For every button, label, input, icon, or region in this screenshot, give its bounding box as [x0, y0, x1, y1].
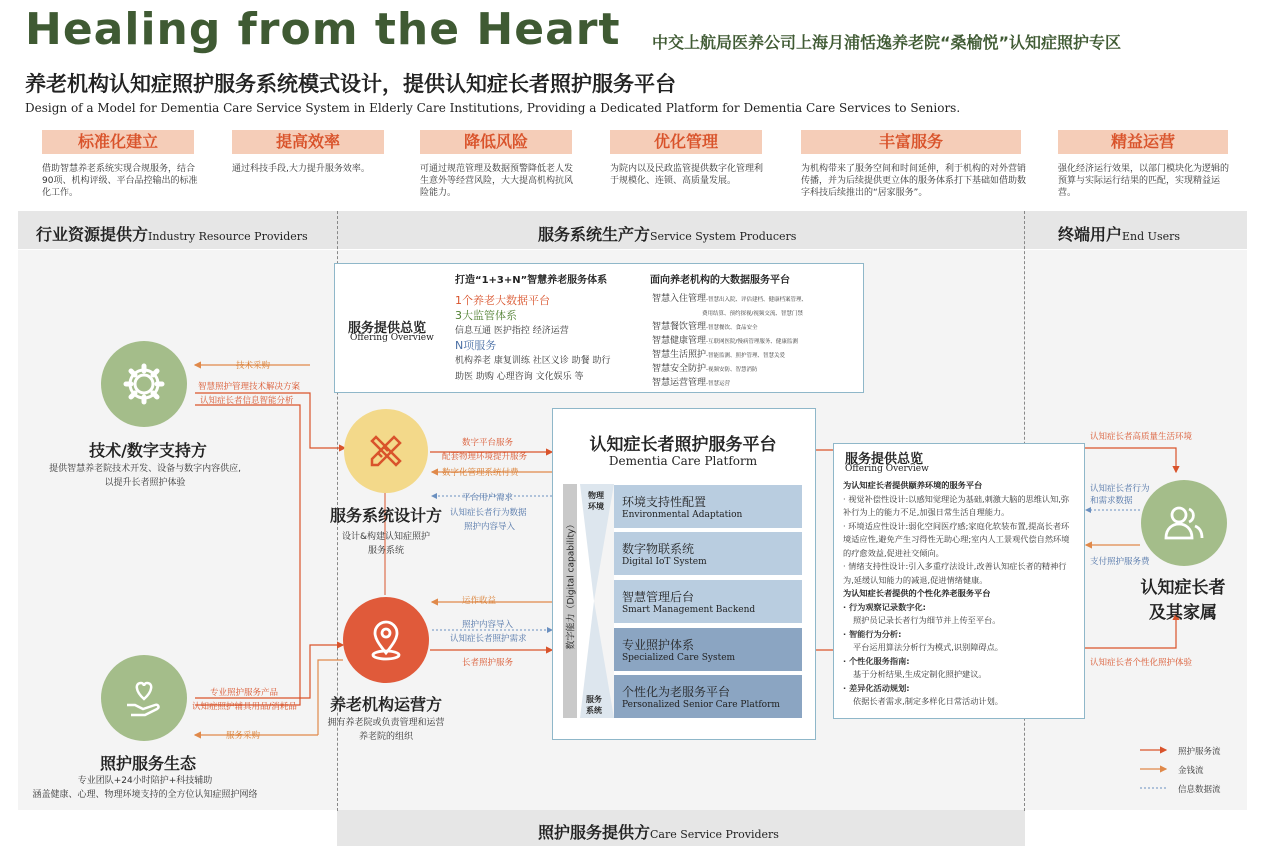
overview-col1-l2: 3大监管体系 [455, 309, 517, 322]
overview-col2-list: 智慧入住管理-智慧出入院、评估建档、健康档案管理、 费用结算、预约探视/视频交流、智慧门禁 智慧餐饮管理-智慧餐饮、食品安全 智慧健康管理-互联网医院/慢病管理服务、健康监测 智慧生活照护-智能监测、照护管理、智慧关爱 智慧安全防护-视频安防、智慧消防 智慧运营管理-智慧运营 [652, 294, 808, 388]
feature-desc-6: 强化经济运行效果，以部门模块化为逻辑的预算与实际运行结果的匹配，实现精益运营。 [1058, 164, 1230, 198]
flow-label: 服务采购 [226, 731, 261, 741]
overview-col1-l4: N项服务 [455, 339, 497, 352]
band-label-bottom: 照护服务提供方Care Service Providers [538, 823, 779, 842]
designer-title: 服务系统设计方 [329, 506, 442, 525]
flow-label: 运作收益 [462, 596, 497, 606]
overview-col1-l6: 助医 助购 心理咨询 文化娱乐 等 [455, 372, 584, 382]
platform-layer-iot: 数字物联系统 Digital IoT System [614, 532, 802, 575]
heading-cn: 养老机构认知症照护服务系统模式设计，提供认知症长者照护服务平台 [25, 72, 676, 96]
legend-care-flow: 照护服务流 [1178, 747, 1221, 757]
legend-money-flow: 金钱流 [1178, 766, 1204, 776]
overview-top-label-en: Offering Overview [350, 333, 434, 343]
platform-layer-env: 环境支持性配置 Environmental Adaptation [614, 485, 802, 528]
platform-layer-care: 专业照护体系 Specialized Care System [614, 628, 802, 671]
feature-pill-5: 丰富服务 [801, 130, 1021, 154]
overview-col1-title: 打造“1+3+N”智慧养老服务体系 [455, 275, 608, 286]
legend-data-flow: 信息数据流 [1178, 785, 1221, 795]
gear-icon [101, 341, 187, 427]
flow-label: 认知症长者照护需求 [450, 634, 527, 644]
heading-en: Design of a Model for Dementia Care Service System in Elderly Care Institutions, Providing a Dedicated Platform for Dementia Care Services to Seniors. [25, 101, 961, 115]
overview-right-label: 服务提供总览 [845, 452, 924, 467]
layer-wedge [580, 484, 614, 718]
flow-label: 认知症长者行为数据 [450, 508, 527, 518]
flow-label: 技术采购 [236, 361, 271, 371]
flow-label: 智慧照护管理技术解决方案 [198, 382, 301, 392]
flow-label: 和需求数据 [1090, 496, 1133, 506]
flow-label: 认知症长者行为 [1090, 484, 1150, 494]
overview-top-label: 服务提供总览 [348, 321, 427, 336]
operator-desc: 拥有养老院或负责管理和运营 养老院的组织 [327, 718, 445, 742]
physical-env-label: 物理环境 [588, 491, 604, 511]
feature-desc-5: 为机构带来了服务空间和时间延伸，利于机构的对外营销传播，并为后续提供更立体的服务体系打下基础如借助数字科技后续推出的“居家服务”。 [801, 164, 1027, 198]
feature-pill-2: 提高效率 [232, 130, 384, 154]
feature-pill-1: 标准化建立 [42, 130, 194, 154]
digital-capability-label: 数字能力（Digital capability） [566, 519, 577, 650]
tech-provider-desc: 提供智慧养老院技术开发、设备与数字内容供应, 以提升长者照护体验 [49, 464, 241, 488]
care-ecosystem-title: 照护服务生态 [99, 754, 196, 773]
band-label-center: 服务系统生产方Service System Producers [538, 225, 797, 244]
feature-desc-4: 为院内以及民政监管提供数字化管理利于规模化、连锁、高质量发展。 [610, 164, 764, 186]
project-subtitle: 中交上航局医养公司上海月浦恬逸养老院“桑榆悦”认知症照护专区 [652, 33, 1122, 52]
overview-col1-l3: 信息互通 医护指控 经济运营 [455, 326, 569, 336]
band-label-left: 行业资源提供方Industry Resource Providers [36, 225, 308, 244]
designer-desc: 设计&构建认知症照护 服务系统 [341, 532, 431, 556]
feature-desc-3: 可通过规范管理及数据预警降低老人发生意外等经营风险，大大提高机构抗风险能力。 [420, 164, 574, 198]
flow-label: 数字化管理系统付费 [442, 468, 519, 478]
feature-desc-2: 通过科技手段,大力提升服务效率。 [232, 164, 370, 174]
platform-title-en: Dementia Care Platform [608, 454, 758, 468]
overview-col1-l1: 1个养老大数据平台 [455, 294, 550, 307]
feature-pill-4: 优化管理 [610, 130, 762, 154]
location-pin-icon [343, 597, 429, 683]
platform-title: 认知症长者照护服务平台 [589, 435, 777, 455]
flow-label: 照护内容导入 [462, 620, 514, 630]
overview-col1-l5: 机构养老 康复训练 社区义诊 助餐 助行 [455, 356, 611, 366]
feature-pill-6: 精益运营 [1058, 130, 1228, 154]
design-tools-icon [344, 409, 428, 493]
flow-label: 长者照护服务 [462, 658, 514, 668]
poster-title: Healing from the Heart [25, 4, 621, 55]
overview-right-label-en: Offering Overview [845, 464, 929, 474]
flow-label: 数字平台服务 [462, 438, 514, 448]
heart-hand-icon [101, 655, 187, 741]
flow-label: 认知症长者信息智能分析 [200, 396, 294, 406]
flow-label: 平台用户需求 [462, 493, 514, 503]
tech-provider-title: 技术/数字支持方 [89, 441, 207, 460]
operator-title: 养老机构运营方 [329, 695, 442, 714]
platform-layer-personalized: 个性化为老服务平台 Personalized Senior Care Platform [614, 675, 802, 718]
flow-label: 认知症长者高质量生活环境 [1090, 432, 1193, 442]
users-icon [1141, 480, 1227, 566]
flow-label: 专业照护服务产品 [210, 688, 279, 698]
flow-label: 支付照护服务费 [1090, 557, 1150, 567]
service-system-label: 服务系统 [586, 695, 602, 715]
platform-layer-backend: 智慧管理后台 Smart Management Backend [614, 580, 802, 623]
feature-pill-3: 降低风险 [420, 130, 572, 154]
band-label-right: 终端用户End Users [1058, 225, 1180, 244]
overview-col2-title: 面向养老机构的大数据服务平台 [650, 275, 790, 286]
flow-label: 认知症照护辅具用品/消耗品 [192, 702, 297, 712]
end-user-title: 认知症长者 及其家属 [1140, 578, 1226, 623]
care-ecosystem-desc: 专业团队+24小时陪护+科技辅助 涵盖健康、心理、物理环境支持的全方位认知症照护网络 [32, 776, 258, 800]
overview-right-content: 为认知症长者提供颐养环境的服务平台 · 视觉补偿性设计:以感知觉理论为基础,刺激大脑的思维认知,弥补行为上的能力不足,加强日常生活自理能力。 · 环境适应性设计:弱化空间医疗感;家庭化软装布置,提高长者环境适应性,避免产生习得性无助心理;室内人工景观代偿自然环境的疗愈效益,促进社交倾向。 · 情绪支持性设计:引入多重疗法设计,改善认知症长者的精神行为,延缓认知能力的减退,促进情绪健康。 为认知症长者提供的个性化养老服务平台 · 行为观察记录数字化: 照护员记录长者行为细节并上传至平台。 · 智能行为分析: 平台运用算法分析行为模式,识别障碍点。 · 个性化服务指南: 基于分析结果,生成定制化照护建议。 · 差异化活动规划: 依据长者需求,制定多样化日常活动计划。 [843, 480, 1070, 706]
flow-label: 照护内容导入 [464, 522, 516, 532]
flow-label: 配套物理环境提升服务 [442, 452, 528, 462]
feature-desc-1: 借助智慧养老系统实现合规服务，结合90项、机构评级、平台品控输出的标准化工作。 [42, 164, 198, 198]
flow-label: 认知症长者个性化照护体验 [1090, 658, 1193, 668]
